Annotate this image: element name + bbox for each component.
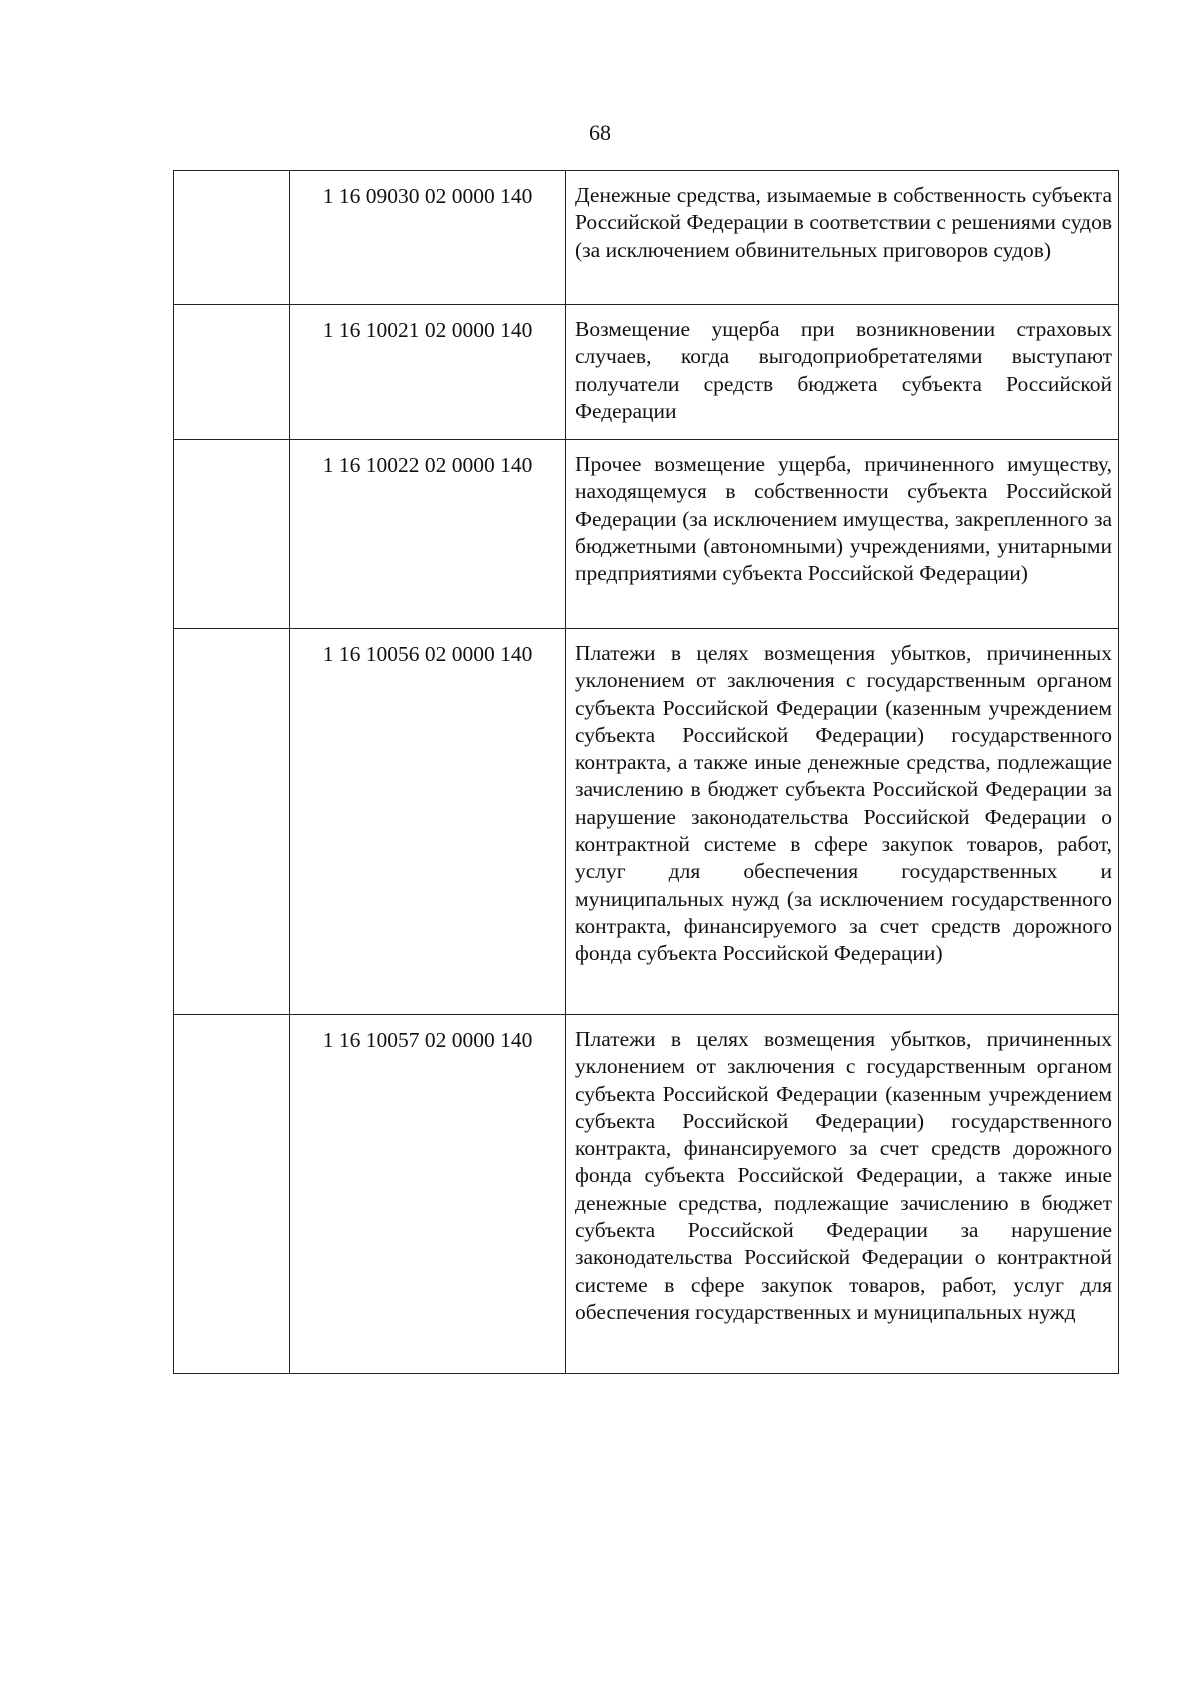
table-row: [174, 171, 1119, 305]
revenue-code-cell: 1 16 10022 02 0000 140: [290, 440, 566, 629]
revenue-description-cell: Платежи в целях возмещения убытков, причиненных уклонением от заключения с государственным органом субъекта Российской Федерации (казенным учреждением субъекта Российской Федерации) государственного контракта, а также иные денежные средства, подлежащие зачислению в бюджет субъекта Российской Федерации за нарушение законодательства Российской Федерации о контрактной системе в сфере закупок товаров, работ, услуг для обеспечения государственных и муниципальных нужд (за исключением государственного контракта, финансируемого за счет средств дорожного фонда субъекта Российской Федерации): [566, 629, 1119, 1015]
revenue-code-cell: 1 16 09030 02 0000 140: [290, 171, 566, 305]
page-number: 68: [589, 120, 611, 145]
revenue-codes-table: [173, 170, 1119, 1374]
revenue-description-cell: Денежные средства, изымаемые в собственность субъекта Российской Федерации в соответствии с решениями судов (за исключением обвинительных приговоров судов): [566, 171, 1119, 305]
admin-code-cell: [174, 629, 290, 1015]
revenue-code-cell: 1 16 10056 02 0000 140: [290, 629, 566, 1015]
revenue-description-cell: Возмещение ущерба при возникновении страховых случаев, когда выгодоприобретателями выступают получатели средств бюджета субъекта Российской Федерации: [566, 305, 1119, 440]
admin-code-cell: [174, 171, 290, 305]
admin-code-cell: [174, 440, 290, 629]
admin-code-cell: [174, 1015, 290, 1374]
revenue-code-cell: 1 16 10021 02 0000 140: [290, 305, 566, 440]
table-row: [174, 305, 1119, 440]
revenue-description-cell: Прочее возмещение ущерба, причиненного имуществу, находящемуся в собственности субъекта Российской Федерации (за исключением имущества, закрепленного за бюджетными (автономными) учреждениями, унитарными предприятиями субъекта Российской Федерации): [566, 440, 1119, 629]
table-row: [174, 629, 1119, 1015]
revenue-code-cell: 1 16 10057 02 0000 140: [290, 1015, 566, 1374]
admin-code-cell: [174, 305, 290, 440]
table-row: [174, 1015, 1119, 1374]
table-row: [174, 440, 1119, 629]
revenue-description-cell: Платежи в целях возмещения убытков, причиненных уклонением от заключения с государственным органом субъекта Российской Федерации (казенным учреждением субъекта Российской Федерации) государственного контракта, финансируемого за счет средств дорожного фонда субъекта Российской Федерации, а также иные денежные средства, подлежащие зачислению в бюджет субъекта Российской Федерации за нарушение законодательства Российской Федерации о контрактной системе в сфере закупок товаров, работ, услуг для обеспечения государственных и муниципальных нужд: [566, 1015, 1119, 1374]
